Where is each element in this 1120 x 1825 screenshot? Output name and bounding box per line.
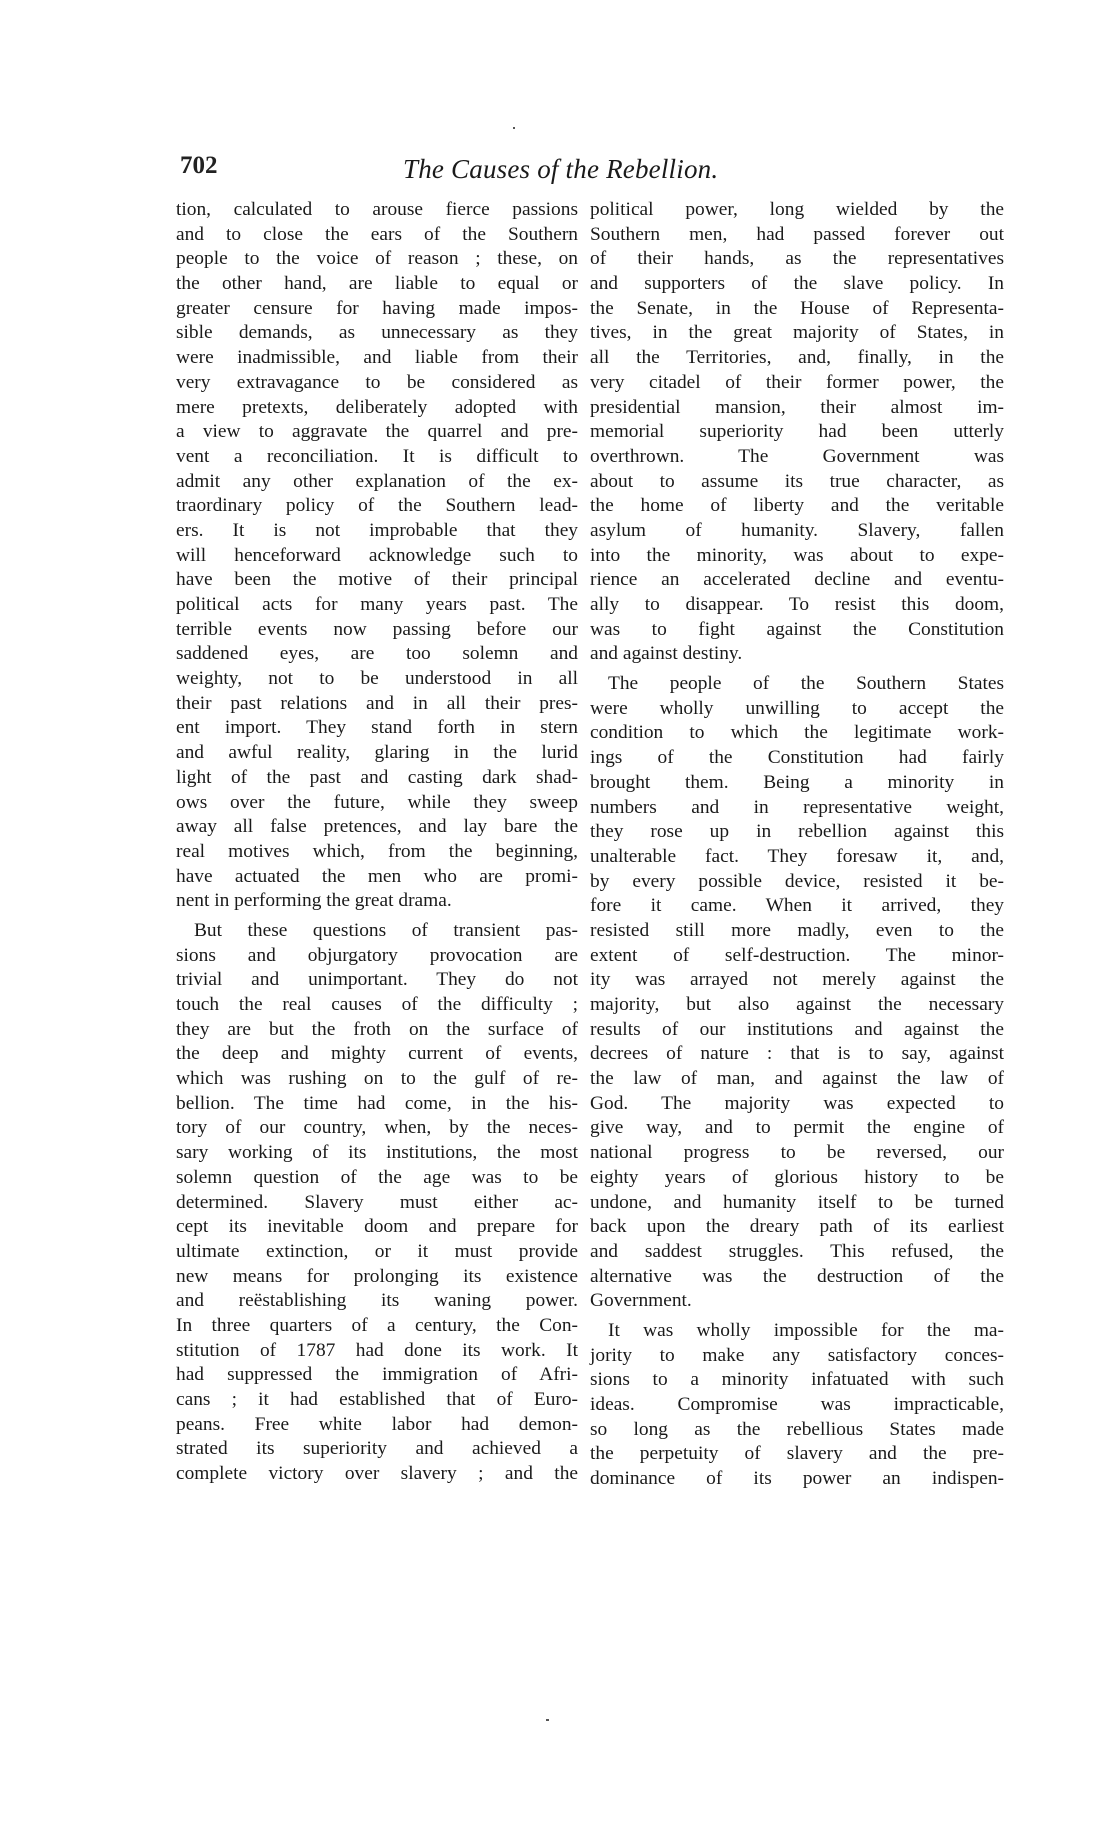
text-line: nent in performing the great drama.	[176, 890, 452, 912]
page-number: 702	[180, 152, 218, 179]
text-line: the deep and mighty current of events,	[176, 1043, 578, 1065]
running-head	[178, 152, 1008, 186]
text-line: bellion. The time had come, in the his-	[176, 1092, 578, 1114]
text-line: undone, and humanity itself to be turned	[590, 1191, 1004, 1213]
text-line: new means for prolonging its existence	[176, 1265, 578, 1287]
text-line: which was rushing on to the gulf of re-	[176, 1068, 578, 1090]
text-line: sions and objurgatory provocation are	[176, 944, 578, 966]
text-line: ultimate extinction, or it must provide	[176, 1240, 578, 1262]
text-line: and supporters of the slave policy. In	[590, 273, 1004, 295]
text-line: In three quarters of a century, the Con-	[176, 1314, 578, 1336]
text-line: people to the voice of reason ; these, on	[176, 248, 578, 270]
text-line: of their hands, as the representatives	[590, 248, 1004, 270]
text-line: numbers and in representative weight,	[590, 796, 1004, 818]
text-line: very extravagance to be considered as	[176, 371, 578, 393]
text-line: about to assume its true character, as	[590, 470, 1004, 492]
text-line: very citadel of their former power, the	[590, 371, 1004, 393]
text-line: by every possible device, resisted it be-	[590, 870, 1004, 892]
text-line: and awful reality, glaring in the lurid	[176, 742, 578, 764]
text-line: all the Territories, and, finally, in the	[590, 347, 1004, 369]
text-line: unalterable fact. They foresaw it, and,	[590, 845, 1004, 867]
text-line: a view to aggravate the quarrel and pre-	[176, 421, 578, 443]
text-line: ent import. They stand forth in stern	[176, 717, 578, 739]
text-line: ers. It is not improbable that they	[176, 519, 578, 541]
text-line: brought them. Being a minority in	[590, 771, 1004, 793]
text-line: ideas. Compromise was impracticable,	[590, 1394, 1004, 1415]
text-line: admit any other explanation of the ex-	[176, 470, 578, 492]
text-line: political power, long wielded by the	[590, 199, 1004, 220]
text-line: and to close the ears of the Southern	[176, 223, 578, 245]
text-line: fore it came. When it arrived, they	[590, 895, 1004, 917]
text-line: touch the real causes of the difficulty ;	[176, 994, 578, 1015]
text-line: had suppressed the immigration of Afri-	[176, 1364, 578, 1386]
paragraph	[590, 198, 1004, 667]
text-line: The people of the Southern States	[608, 673, 1004, 695]
text-line: presidential mansion, their almost im-	[590, 396, 1004, 418]
text-line: stitution of 1787 had done its work. It	[176, 1339, 578, 1361]
text-line: weighty, not to be understood in all	[176, 668, 578, 690]
text-line: the law of man, and against the law of	[590, 1068, 1004, 1090]
scan-speck	[546, 1719, 549, 1721]
text-line: the other hand, are liable to equal or	[176, 273, 578, 295]
text-line: extent of self-destruction. The minor-	[590, 944, 1004, 966]
text-line: memorial superiority had been utterly	[590, 421, 1004, 443]
text-line: vent a reconciliation. It is difficult to	[176, 445, 578, 467]
text-line: tives, in the great majority of States, in	[590, 322, 1004, 344]
text-line: real motives which, from the beginning,	[176, 840, 578, 862]
text-line: overthrown. The Government was	[590, 445, 1004, 467]
text-column-left	[176, 198, 578, 1487]
text-line: asylum of humanity. Slavery, fallen	[590, 519, 1004, 541]
text-line: tory of our country, when, by the neces-	[176, 1117, 578, 1139]
text-line: sions to a minority infatuated with such	[590, 1369, 1004, 1391]
text-line: But these questions of transient pas-	[194, 919, 578, 941]
text-line: was to fight against the Constitution	[590, 618, 1004, 640]
text-line: ally to disappear. To resist this doom,	[590, 594, 1004, 615]
text-line: saddened eyes, are too solemn and	[176, 643, 578, 665]
text-line: ity was arrayed not merely against the	[590, 969, 1004, 991]
text-line: tion, calculated to arouse fierce passions	[176, 199, 578, 220]
text-column-right	[590, 198, 1004, 1492]
text-line: back upon the dreary path of its earliest	[590, 1216, 1004, 1238]
scan-speck	[513, 127, 515, 129]
text-line: the perpetuity of slavery and the pre-	[590, 1443, 1004, 1465]
text-line: were inadmissible, and liable from their	[176, 347, 578, 369]
text-line: decrees of nature : that is to say, against	[590, 1043, 1004, 1065]
paragraph	[590, 1319, 1004, 1492]
text-line: majority, but also against the necessary	[590, 994, 1004, 1015]
text-line: and reëstablishing its waning power.	[176, 1290, 578, 1312]
text-line: Government.	[590, 1290, 692, 1312]
text-line: have been the motive of their principal	[176, 569, 578, 591]
text-line: jority to make any satisfactory conces-	[590, 1344, 1004, 1366]
text-line: traordinary policy of the Southern lead-	[176, 495, 578, 517]
text-line: ows over the future, while they sweep	[176, 791, 578, 813]
text-line: results of our institutions and against the	[590, 1018, 1004, 1040]
text-line: cans ; it had established that of Euro-	[176, 1389, 578, 1410]
text-line: so long as the rebellious States made	[590, 1418, 1004, 1440]
text-line: solemn question of the age was to be	[176, 1166, 578, 1188]
text-line: mere pretexts, deliberately adopted with	[176, 396, 578, 418]
text-line: they rose up in rebellion against this	[590, 821, 1004, 843]
text-line: ings of the Constitution had fairly	[590, 747, 1004, 769]
paragraph	[590, 672, 1004, 1314]
text-line: into the minority, was about to expe-	[590, 544, 1004, 566]
text-line: away all false pretences, and lay bare the	[176, 816, 578, 838]
text-line: national progress to be reversed, our	[590, 1142, 1004, 1164]
text-line: God. The majority was expected to	[590, 1092, 1004, 1114]
text-line: rience an accelerated decline and eventu-	[590, 569, 1004, 591]
text-line: eighty years of glorious history to be	[590, 1166, 1004, 1188]
text-line: and saddest struggles. This refused, the	[590, 1240, 1004, 1262]
text-line: strated its superiority and achieved a	[176, 1438, 578, 1460]
text-line: trivial and unimportant. They do not	[176, 969, 578, 991]
text-line: political acts for many years past. The	[176, 594, 578, 615]
text-line: alternative was the destruction of the	[590, 1265, 1004, 1287]
text-line: greater censure for having made impos-	[176, 297, 578, 319]
running-title: The Causes of the Rebellion.	[403, 154, 719, 184]
text-line: will henceforward acknowledge such to	[176, 544, 578, 566]
text-line: their past relations and in all their pres-	[176, 692, 578, 714]
text-line: were wholly unwilling to accept the	[590, 697, 1004, 719]
paragraph	[176, 919, 578, 1487]
text-line: sible demands, as unnecessary as they	[176, 322, 578, 344]
text-line: terrible events now passing before our	[176, 618, 578, 640]
text-line: Southern men, had passed forever out	[590, 223, 1004, 245]
text-line: resisted still more madly, even to the	[590, 919, 1004, 941]
text-line: they are but the froth on the surface of	[176, 1018, 578, 1040]
paragraph	[176, 198, 578, 914]
text-line: the home of liberty and the veritable	[590, 495, 1004, 517]
text-line: condition to which the legitimate work-	[590, 722, 1004, 744]
text-line: give way, and to permit the engine of	[590, 1117, 1004, 1139]
text-line: light of the past and casting dark shad-	[176, 766, 578, 788]
text-line: peans. Free white labor had demon-	[176, 1413, 578, 1435]
text-line: determined. Slavery must either ac-	[176, 1191, 578, 1213]
text-line: and against destiny.	[590, 643, 743, 665]
text-line: It was wholly impossible for the ma-	[608, 1319, 1004, 1341]
text-line: complete victory over slavery ; and the	[176, 1463, 578, 1485]
text-line: sary working of its institutions, the most	[176, 1142, 578, 1164]
text-line: have actuated the men who are promi-	[176, 865, 578, 887]
text-line: dominance of its power an indispen-	[590, 1468, 1004, 1490]
text-line: cept its inevitable doom and prepare for	[176, 1216, 578, 1238]
text-line: the Senate, in the House of Representa-	[590, 297, 1004, 319]
